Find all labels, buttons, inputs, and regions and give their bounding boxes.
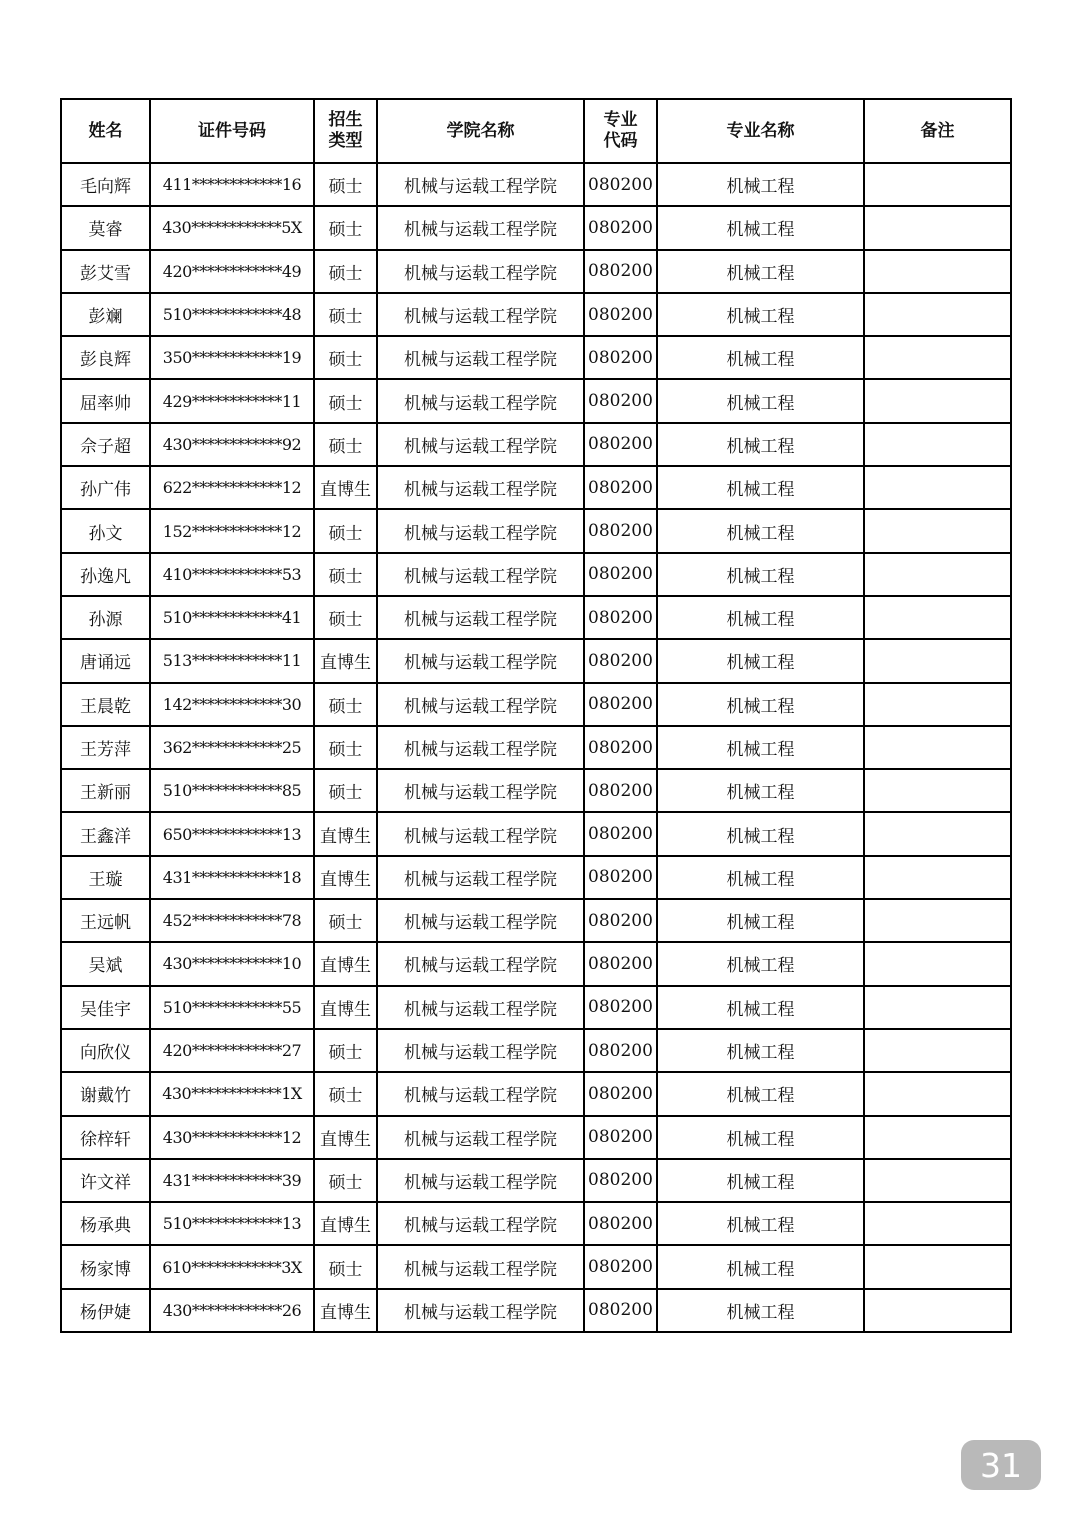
cell-major: 机械工程	[657, 639, 864, 682]
cell-college: 机械与运载工程学院	[377, 163, 584, 206]
cell-id: 510************85	[150, 769, 314, 812]
header-college: 学院名称	[377, 99, 584, 163]
cell-note	[864, 466, 1011, 509]
cell-id: 510************48	[150, 293, 314, 336]
page-number-badge: 31	[961, 1440, 1041, 1490]
cell-type: 直博生	[314, 812, 377, 855]
cell-type: 直博生	[314, 639, 377, 682]
cell-type: 硕士	[314, 596, 377, 639]
cell-id: 430************92	[150, 423, 314, 466]
cell-id: 411************16	[150, 163, 314, 206]
cell-name: 孙广伟	[61, 466, 150, 509]
cell-code: 080200	[584, 163, 657, 206]
cell-note	[864, 250, 1011, 293]
header-code-line1: 专业	[603, 110, 638, 130]
cell-code: 080200	[584, 1072, 657, 1115]
cell-college: 机械与运载工程学院	[377, 1072, 584, 1115]
cell-name: 王远帆	[61, 899, 150, 942]
cell-code: 080200	[584, 1159, 657, 1202]
cell-note	[864, 683, 1011, 726]
header-type-line2: 类型	[328, 131, 363, 151]
header-major: 专业名称	[657, 99, 864, 163]
cell-note	[864, 1159, 1011, 1202]
table-row	[61, 1289, 1011, 1332]
header-code	[584, 99, 657, 163]
cell-id: 610************3X	[150, 1245, 314, 1288]
header-code-line2: 代码	[603, 131, 638, 151]
cell-code: 080200	[584, 726, 657, 769]
cell-college: 机械与运载工程学院	[377, 639, 584, 682]
cell-id: 622************12	[150, 466, 314, 509]
cell-code: 080200	[584, 379, 657, 422]
table-row	[61, 1029, 1011, 1072]
cell-name: 谢戴竹	[61, 1072, 150, 1115]
cell-code: 080200	[584, 423, 657, 466]
cell-note	[864, 596, 1011, 639]
header-name: 姓名	[61, 99, 150, 163]
cell-college: 机械与运载工程学院	[377, 899, 584, 942]
cell-type: 硕士	[314, 1245, 377, 1288]
cell-code: 080200	[584, 639, 657, 682]
table-row	[61, 986, 1011, 1029]
cell-note	[864, 942, 1011, 985]
cell-type: 直博生	[314, 856, 377, 899]
cell-id: 430************26	[150, 1289, 314, 1332]
cell-college: 机械与运载工程学院	[377, 986, 584, 1029]
cell-major: 机械工程	[657, 942, 864, 985]
cell-code: 080200	[584, 1245, 657, 1288]
table-row	[61, 379, 1011, 422]
table-row	[61, 206, 1011, 249]
table-row	[61, 1202, 1011, 1245]
cell-type: 硕士	[314, 379, 377, 422]
cell-code: 080200	[584, 899, 657, 942]
cell-name: 杨家博	[61, 1245, 150, 1288]
cell-id: 510************55	[150, 986, 314, 1029]
cell-note	[864, 379, 1011, 422]
cell-note	[864, 293, 1011, 336]
cell-id: 510************13	[150, 1202, 314, 1245]
cell-college: 机械与运载工程学院	[377, 812, 584, 855]
table-row	[61, 769, 1011, 812]
cell-note	[864, 423, 1011, 466]
cell-major: 机械工程	[657, 596, 864, 639]
cell-type: 硕士	[314, 423, 377, 466]
cell-code: 080200	[584, 596, 657, 639]
cell-type: 直博生	[314, 986, 377, 1029]
cell-note	[864, 812, 1011, 855]
header-type-line1: 招生	[328, 110, 363, 130]
cell-college: 机械与运载工程学院	[377, 336, 584, 379]
cell-college: 机械与运载工程学院	[377, 1159, 584, 1202]
cell-note	[864, 1289, 1011, 1332]
cell-major: 机械工程	[657, 812, 864, 855]
cell-major: 机械工程	[657, 1116, 864, 1159]
cell-major: 机械工程	[657, 293, 864, 336]
cell-type: 硕士	[314, 726, 377, 769]
cell-name: 王芳萍	[61, 726, 150, 769]
cell-major: 机械工程	[657, 206, 864, 249]
cell-college: 机械与运载工程学院	[377, 683, 584, 726]
cell-college: 机械与运载工程学院	[377, 1116, 584, 1159]
cell-college: 机械与运载工程学院	[377, 206, 584, 249]
cell-type: 直博生	[314, 1116, 377, 1159]
cell-college: 机械与运载工程学院	[377, 423, 584, 466]
table-row	[61, 163, 1011, 206]
cell-id: 420************27	[150, 1029, 314, 1072]
cell-type: 硕士	[314, 1029, 377, 1072]
cell-name: 孙源	[61, 596, 150, 639]
cell-note	[864, 726, 1011, 769]
cell-code: 080200	[584, 769, 657, 812]
cell-note	[864, 163, 1011, 206]
cell-major: 机械工程	[657, 163, 864, 206]
cell-college: 机械与运载工程学院	[377, 1289, 584, 1332]
cell-college: 机械与运载工程学院	[377, 553, 584, 596]
cell-major: 机械工程	[657, 899, 864, 942]
table-row	[61, 1245, 1011, 1288]
cell-college: 机械与运载工程学院	[377, 596, 584, 639]
cell-major: 机械工程	[657, 509, 864, 552]
cell-note	[864, 206, 1011, 249]
table-body	[61, 163, 1011, 1332]
cell-name: 毛向辉	[61, 163, 150, 206]
table-row	[61, 726, 1011, 769]
cell-major: 机械工程	[657, 466, 864, 509]
cell-name: 徐梓轩	[61, 1116, 150, 1159]
cell-college: 机械与运载工程学院	[377, 466, 584, 509]
header-id: 证件号码	[150, 99, 314, 163]
cell-id: 142************30	[150, 683, 314, 726]
table-row	[61, 683, 1011, 726]
cell-note	[864, 336, 1011, 379]
cell-note	[864, 639, 1011, 682]
cell-id: 152************12	[150, 509, 314, 552]
cell-major: 机械工程	[657, 553, 864, 596]
cell-type: 硕士	[314, 683, 377, 726]
cell-note	[864, 986, 1011, 1029]
cell-type: 硕士	[314, 1072, 377, 1115]
cell-major: 机械工程	[657, 250, 864, 293]
cell-id: 430************10	[150, 942, 314, 985]
cell-major: 机械工程	[657, 1072, 864, 1115]
cell-id: 429************11	[150, 379, 314, 422]
cell-name: 吴斌	[61, 942, 150, 985]
cell-id: 430************12	[150, 1116, 314, 1159]
table-row	[61, 942, 1011, 985]
cell-name: 王新丽	[61, 769, 150, 812]
cell-id: 513************11	[150, 639, 314, 682]
cell-type: 硕士	[314, 250, 377, 293]
cell-note	[864, 899, 1011, 942]
cell-id: 430************1X	[150, 1072, 314, 1115]
cell-code: 080200	[584, 812, 657, 855]
cell-college: 机械与运载工程学院	[377, 1029, 584, 1072]
cell-code: 080200	[584, 1029, 657, 1072]
cell-college: 机械与运载工程学院	[377, 942, 584, 985]
cell-major: 机械工程	[657, 423, 864, 466]
cell-id: 650************13	[150, 812, 314, 855]
cell-type: 硕士	[314, 1159, 377, 1202]
table-row	[61, 596, 1011, 639]
cell-major: 机械工程	[657, 336, 864, 379]
cell-major: 机械工程	[657, 379, 864, 422]
cell-major: 机械工程	[657, 726, 864, 769]
cell-college: 机械与运载工程学院	[377, 1245, 584, 1288]
table-row	[61, 553, 1011, 596]
cell-name: 王晨乾	[61, 683, 150, 726]
header-row	[61, 99, 1011, 163]
cell-name: 唐诵远	[61, 639, 150, 682]
table-row	[61, 812, 1011, 855]
cell-code: 080200	[584, 509, 657, 552]
cell-note	[864, 769, 1011, 812]
cell-major: 机械工程	[657, 856, 864, 899]
cell-name: 屈率帅	[61, 379, 150, 422]
cell-college: 机械与运载工程学院	[377, 379, 584, 422]
cell-code: 080200	[584, 986, 657, 1029]
cell-major: 机械工程	[657, 1289, 864, 1332]
table-row	[61, 293, 1011, 336]
cell-major: 机械工程	[657, 769, 864, 812]
cell-type: 硕士	[314, 509, 377, 552]
table-row	[61, 466, 1011, 509]
table-row	[61, 423, 1011, 466]
cell-note	[864, 1116, 1011, 1159]
cell-name: 彭艾雪	[61, 250, 150, 293]
cell-note	[864, 1245, 1011, 1288]
cell-id: 430************5X	[150, 206, 314, 249]
table-row	[61, 639, 1011, 682]
cell-note	[864, 856, 1011, 899]
cell-college: 机械与运载工程学院	[377, 509, 584, 552]
cell-code: 080200	[584, 856, 657, 899]
table-row	[61, 336, 1011, 379]
cell-code: 080200	[584, 250, 657, 293]
cell-type: 直博生	[314, 466, 377, 509]
cell-code: 080200	[584, 466, 657, 509]
cell-type: 硕士	[314, 206, 377, 249]
cell-note	[864, 1202, 1011, 1245]
cell-code: 080200	[584, 553, 657, 596]
cell-name: 杨承典	[61, 1202, 150, 1245]
cell-note	[864, 1029, 1011, 1072]
cell-name: 王璇	[61, 856, 150, 899]
cell-note	[864, 509, 1011, 552]
cell-id: 431************18	[150, 856, 314, 899]
cell-code: 080200	[584, 336, 657, 379]
cell-code: 080200	[584, 942, 657, 985]
cell-id: 510************41	[150, 596, 314, 639]
table-row	[61, 856, 1011, 899]
cell-name: 彭斓	[61, 293, 150, 336]
cell-type: 硕士	[314, 336, 377, 379]
cell-name: 孙逸凡	[61, 553, 150, 596]
cell-name: 向欣仪	[61, 1029, 150, 1072]
cell-major: 机械工程	[657, 683, 864, 726]
cell-major: 机械工程	[657, 1029, 864, 1072]
cell-college: 机械与运载工程学院	[377, 250, 584, 293]
cell-type: 硕士	[314, 293, 377, 336]
table-row	[61, 250, 1011, 293]
cell-major: 机械工程	[657, 1202, 864, 1245]
cell-name: 王鑫洋	[61, 812, 150, 855]
cell-code: 080200	[584, 1202, 657, 1245]
cell-college: 机械与运载工程学院	[377, 726, 584, 769]
cell-name: 杨伊婕	[61, 1289, 150, 1332]
cell-college: 机械与运载工程学院	[377, 1202, 584, 1245]
table-row	[61, 899, 1011, 942]
table-row	[61, 509, 1011, 552]
cell-note	[864, 1072, 1011, 1115]
cell-type: 直博生	[314, 1289, 377, 1332]
cell-major: 机械工程	[657, 986, 864, 1029]
cell-code: 080200	[584, 1116, 657, 1159]
header-type	[314, 99, 377, 163]
cell-name: 莫睿	[61, 206, 150, 249]
cell-type: 直博生	[314, 1202, 377, 1245]
cell-type: 硕士	[314, 899, 377, 942]
cell-college: 机械与运载工程学院	[377, 769, 584, 812]
cell-id: 350************19	[150, 336, 314, 379]
cell-name: 孙文	[61, 509, 150, 552]
cell-college: 机械与运载工程学院	[377, 856, 584, 899]
cell-note	[864, 553, 1011, 596]
cell-major: 机械工程	[657, 1245, 864, 1288]
cell-type: 硕士	[314, 769, 377, 812]
table-row	[61, 1116, 1011, 1159]
cell-code: 080200	[584, 293, 657, 336]
cell-id: 362************25	[150, 726, 314, 769]
cell-name: 许文祥	[61, 1159, 150, 1202]
cell-id: 410************53	[150, 553, 314, 596]
table-row	[61, 1072, 1011, 1115]
cell-college: 机械与运载工程学院	[377, 293, 584, 336]
cell-type: 硕士	[314, 553, 377, 596]
table-header	[61, 99, 1011, 163]
cell-name: 彭良辉	[61, 336, 150, 379]
cell-code: 080200	[584, 206, 657, 249]
cell-code: 080200	[584, 683, 657, 726]
table-row	[61, 1159, 1011, 1202]
cell-id: 431************39	[150, 1159, 314, 1202]
cell-name: 佘子超	[61, 423, 150, 466]
cell-id: 452************78	[150, 899, 314, 942]
cell-type: 直博生	[314, 942, 377, 985]
header-note: 备注	[864, 99, 1011, 163]
cell-id: 420************49	[150, 250, 314, 293]
admission-table	[60, 98, 1012, 1333]
cell-code: 080200	[584, 1289, 657, 1332]
cell-type: 硕士	[314, 163, 377, 206]
cell-name: 吴佳宇	[61, 986, 150, 1029]
cell-major: 机械工程	[657, 1159, 864, 1202]
